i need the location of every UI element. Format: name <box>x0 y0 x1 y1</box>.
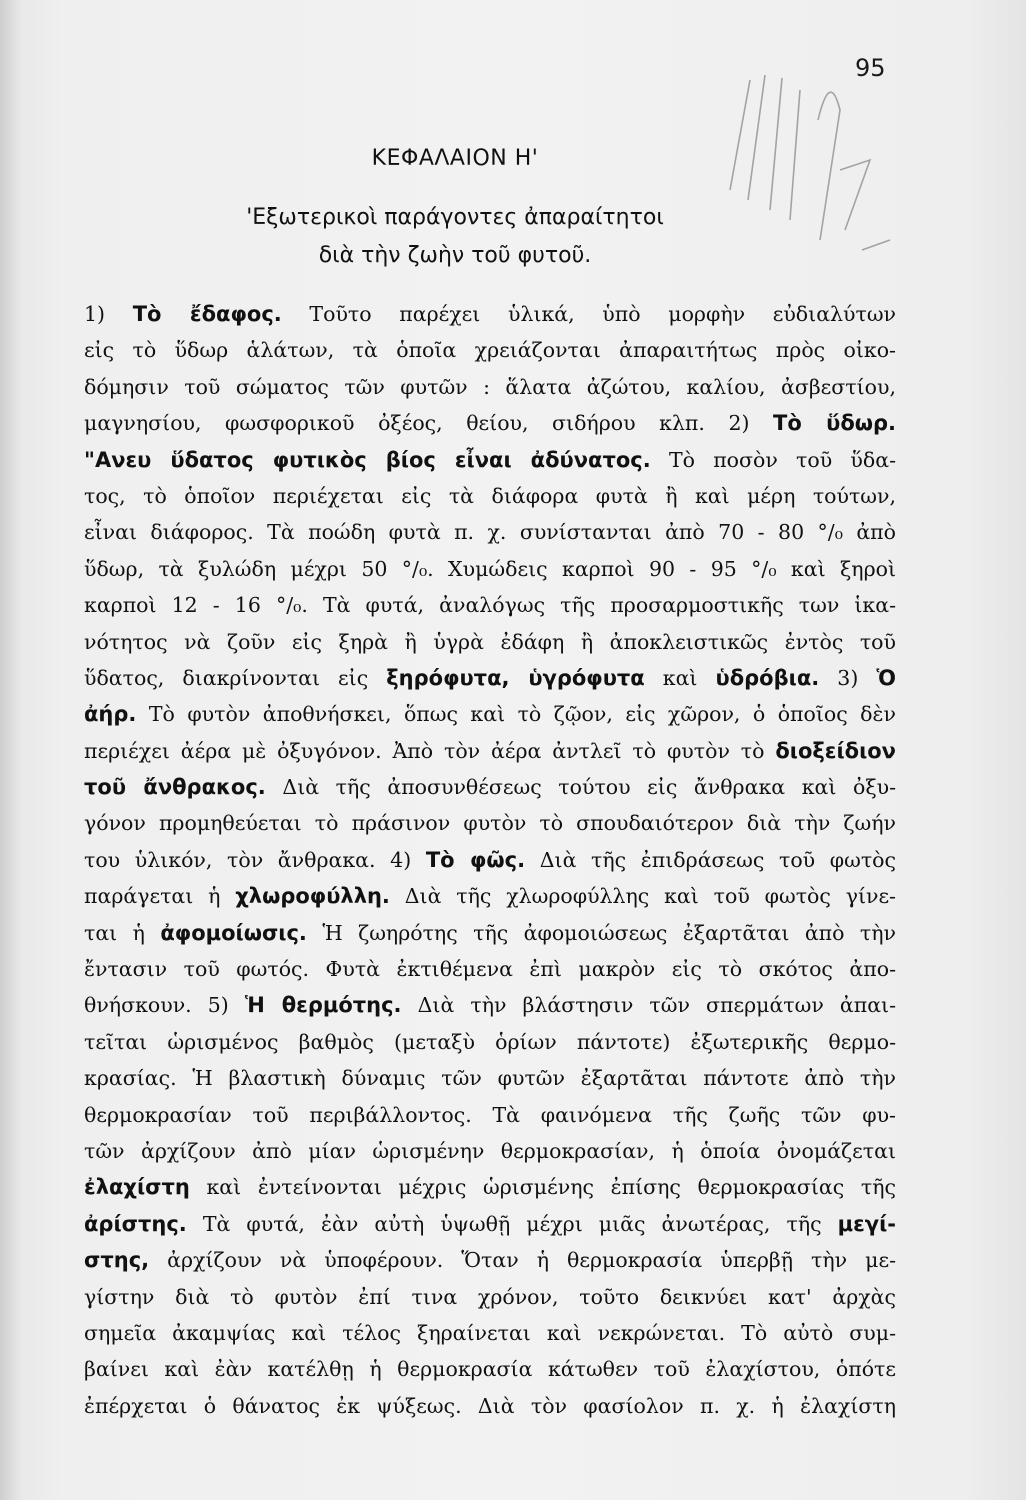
text-line: ἀρίστης. Τὰ φυτά, ἐὰν αὐτὴ ὑψωθῇ μέχρι μιᾶς ἀνωτέρας, τῆς μεγί- <box>84 1211 896 1236</box>
emphasis: στης, <box>84 1248 150 1273</box>
text-line: εἶναι διάφορος. Τὰ ποώδη φυτὰ π. χ. συνίστανται ἀπὸ 70 - 80 °/₀ ἀπὸ <box>84 520 896 545</box>
text-line: γίστην διὰ τὸ φυτὸν ἐπί τινα χρόνον, τοῦτο δεικνύει κατ' ἀρχὰς <box>84 1284 896 1309</box>
text-line: στης, ἀρχίζουν νὰ ὑποφέρουν. Ὅταν ἡ θερμοκρασία ὑπερβῇ τὴν με- <box>84 1248 896 1273</box>
text-line: σημεῖα ἀκαμψίας καὶ τέλος ξηραίνεται καὶ νεκρώνεται. Τὸ αὐτὸ συμ- <box>84 1320 896 1345</box>
text-line: του ὑλικόν, τὸν ἄνθρακα. 4) Τὸ φῶς. Διὰ τῆς ἐπιδράσεως τοῦ φωτὸς <box>84 847 896 872</box>
text-line: ἐπέρχεται ὁ θάνατος ἐκ ψύξεως. Διὰ τὸν φασίολον π. χ. ἡ ἐλαχίστη <box>84 1393 896 1418</box>
text-line: καρποὶ 12 - 16 °/₀. Τὰ φυτά, ἀναλόγως τῆς προσαρμοστικῆς των ἱκα- <box>84 593 896 618</box>
text-line: θερμοκρασίαν τοῦ περιβάλλοντος. Τὰ φαινόμενα τῆς ζωῆς τῶν φυ- <box>84 1102 896 1127</box>
text-line: νότητος νὰ ζοῦν εἰς ξηρὰ ἢ ὑγρὰ ἐδάφη ἢ ἀποκλειστικῶς ἐντὸς τοῦ <box>84 629 896 654</box>
text-line: μαγνησίου, φωσφορικοῦ ὀξέος, θείου, σιδήρου κλπ. 2) Τὸ ὕδωρ. <box>84 411 897 436</box>
text-line: ἀήρ. Τὸ φυτὸν ἀποθνήσκει, ὅπως καὶ τὸ ζῷον, εἰς χῶρον, ὁ ὁποῖος δὲν <box>84 702 896 727</box>
emphasis: τοῦ ἄνθρακος. <box>84 775 266 800</box>
emphasis: Τὸ ἔδαφος. <box>132 302 282 326</box>
text-line: κρασίας. Ἡ βλαστικὴ δύναμις τῶν φυτῶν ἐξαρτᾶται πάντοτε ἀπὸ τὴν <box>84 1066 896 1091</box>
text-line: εἰς τὸ ὕδωρ ἁλάτων, τὰ ὁποῖα χρειάζονται ἀπαραιτήτως πρὸς οἰκο- <box>84 338 896 363</box>
text-line: 1) Τὸ ἔδαφος. Τοῦτο παρέχει ὑλικά, ὑπὸ μορφὴν εὐδιαλύτων <box>84 302 897 326</box>
text-line: παράγεται ἡ χλωροφύλλη. Διὰ τῆς χλωροφύλλης καὶ τοῦ φωτὸς γίνε- <box>84 884 896 909</box>
emphasis: ὑδρόβια. <box>715 665 820 690</box>
text-line: ἔντασιν τοῦ φωτός. Φυτὰ ἐκτιθέμενα ἐπὶ μακρὸν εἰς τὸ σκότος ἀπο- <box>84 957 896 982</box>
emphasis: Ὁ <box>876 665 896 690</box>
emphasis: ἀήρ. <box>84 702 137 727</box>
emphasis: ξηρόφυτα, ὑγρόφυτα <box>386 665 645 690</box>
section-subtitle-line-1: 'Εξωτερικοὶ παράγοντες ἀπαραίτητοι <box>246 205 664 230</box>
text-line: τοῦ ἄνθρακος. Διὰ τῆς ἀποσυνθέσεως τούτου εἰς ἄνθρακα καὶ ὀξυ- <box>84 775 896 800</box>
text-line: ἐλαχίστη καὶ ἐντείνονται μέχρις ὡρισμένης ἐπίσης θερμοκρασίας τῆς <box>84 1175 896 1200</box>
text-line: "Ανευ ὕδατος φυτικὸς βίος εἶναι ἀδύνατος. Τὸ ποσὸν τοῦ ὕδα- <box>84 447 897 472</box>
emphasis: χλωροφύλλη. <box>235 884 390 909</box>
emphasis: Τὸ ὕδωρ. <box>773 411 897 436</box>
text-line: ται ἡ ἀφομοίωσις. Ἡ ζωηρότης τῆς ἀφομοιώσεως ἐξαρτᾶται ἀπὸ τὴν <box>84 920 896 945</box>
text-line: ὕδωρ, τὰ ξυλώδη μέχρι 50 °/₀. Χυμώδεις καρποὶ 90 - 95 °/₀ καὶ ξηροὶ <box>84 556 896 581</box>
text-line: βαίνει καὶ ἐὰν κατέλθῃ ἡ θερμοκρασία κάτωθεν τοῦ ἐλαχίστου, ὁπότε <box>84 1357 896 1382</box>
emphasis: Τὸ φῶς. <box>425 847 526 872</box>
text-line: γόνον προμηθεύεται τὸ πράσινον φυτὸν τὸ σπουδαιότερον διὰ τὴν ζωήν <box>84 811 896 836</box>
text-line: δόμησιν τοῦ σώματος τῶν φυτῶν : ἅλατα ἀζώτου, καλίου, ἀσβεστίου, <box>84 374 896 399</box>
text-line: περιέχει ἀέρα μὲ ὀξυγόνον. Ἀπὸ τὸν ἀέρα ἀντλεῖ τὸ φυτὸν τὸ διοξείδιον <box>84 738 896 763</box>
text-line: ὕδατος, διακρίνονται εἰς ξηρόφυτα, ὑγρόφυτα καὶ ὑδρόβια. 3) Ὁ <box>84 665 896 690</box>
emphasis: "Ανευ ὕδατος φυτικὸς βίος εἶναι ἀδύνατος. <box>84 447 651 472</box>
page-number: 95 <box>855 54 886 82</box>
emphasis: Ἡ θερμότης. <box>244 993 402 1018</box>
text-line: θνήσκουν. 5) Ἡ θερμότης. Διὰ τὴν βλάστησιν τῶν σπερμάτων ἀπαι- <box>84 993 897 1018</box>
emphasis: ἀρίστης. <box>84 1211 187 1236</box>
emphasis: μεγί- <box>837 1211 896 1236</box>
chapter-heading: ΚΕΦΑΛΑΙΟΝ Η' <box>371 146 539 171</box>
body-paragraph <box>84 296 896 1424</box>
text-line: τεῖται ὡρισμένος βαθμὸς (μεταξὺ ὁρίων πάντοτε) ἐξωτερικῆς θερμο- <box>84 1029 896 1054</box>
emphasis: ἀφομοίωσις. <box>160 920 307 945</box>
emphasis: ἐλαχίστη <box>84 1175 190 1200</box>
text-line: τος, τὸ ὁποῖον περιέχεται εἰς τὰ διάφορα φυτὰ ἢ καὶ μέρη τούτων, <box>84 483 896 508</box>
text-line: τῶν ἀρχίζουν ἀπὸ μίαν ὡρισμένην θερμοκρασίαν, ἡ ὁποία ὀνομάζεται <box>84 1138 896 1163</box>
emphasis: διοξείδιον <box>775 738 896 763</box>
section-subtitle-line-2: διὰ τὴν ζωὴν τοῦ φυτοῦ. <box>318 243 592 268</box>
